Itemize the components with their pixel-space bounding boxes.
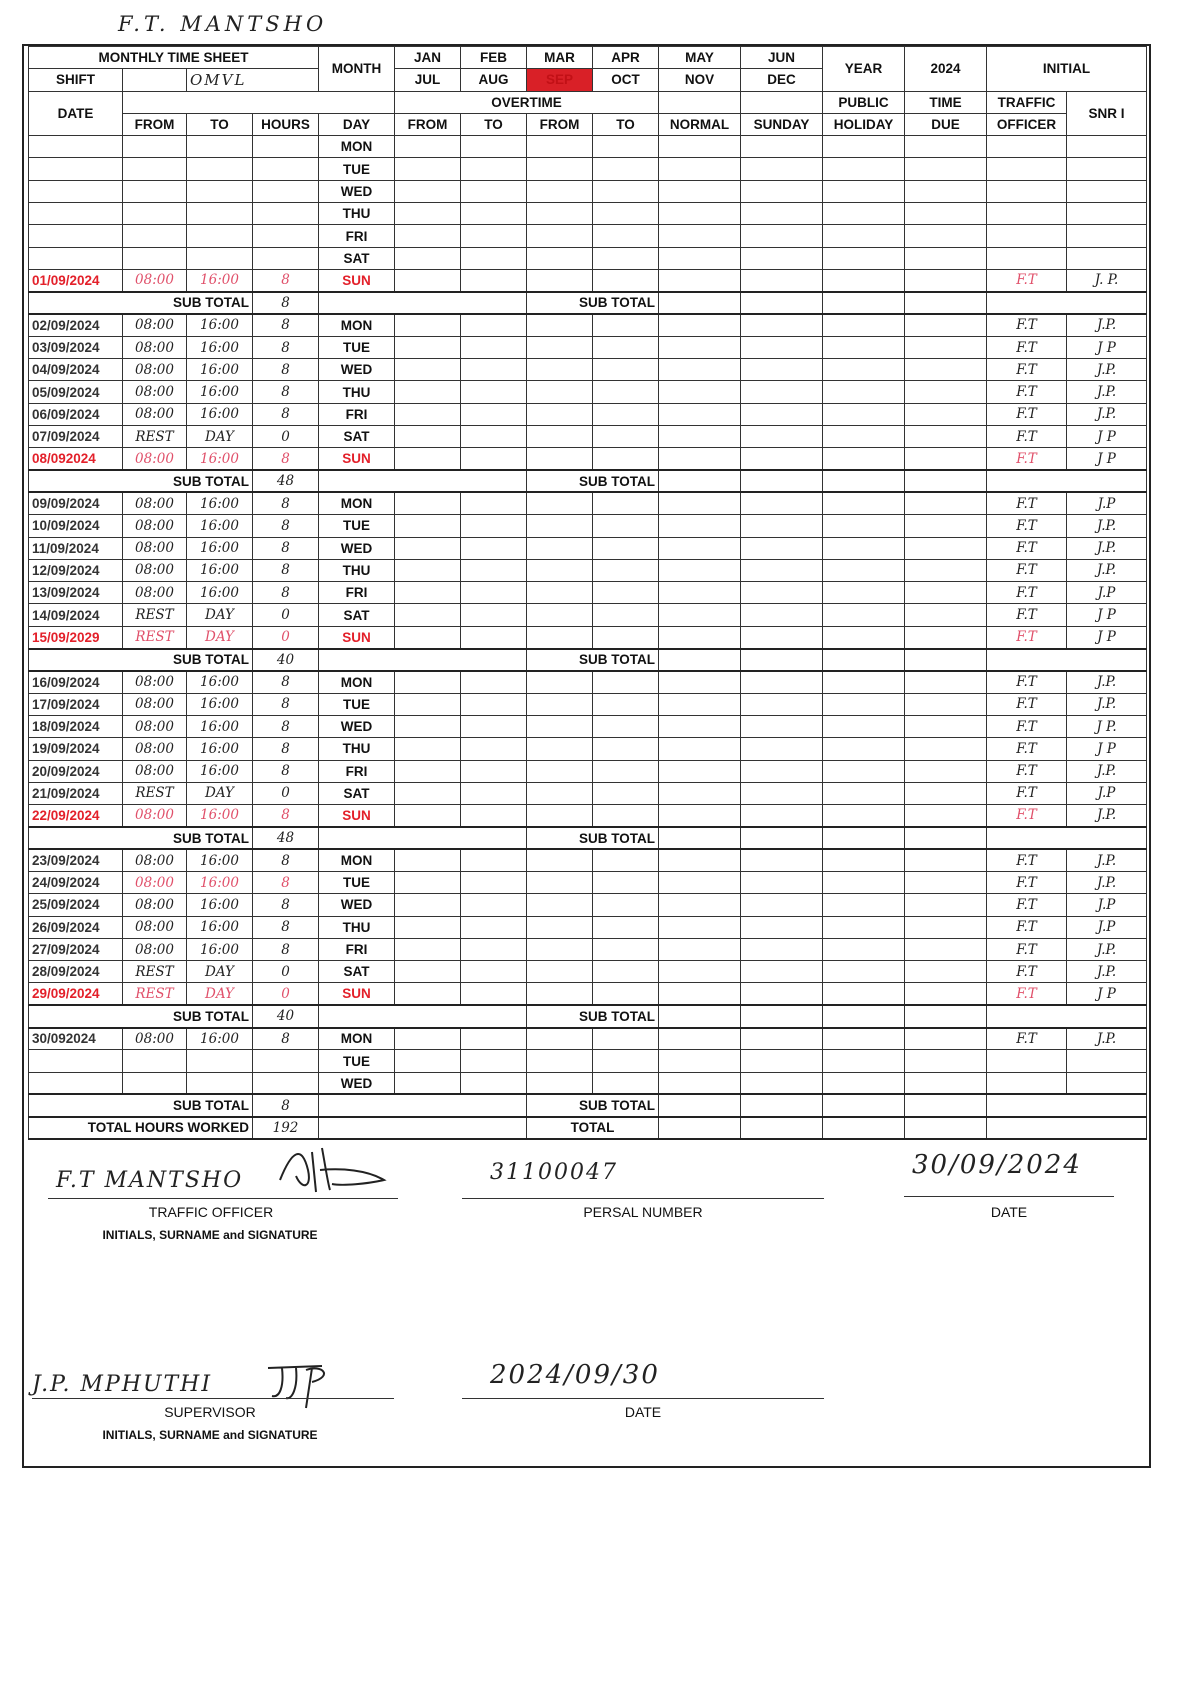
to-cell: DAY bbox=[187, 782, 253, 804]
date-cell: 29/09/2024 bbox=[29, 983, 123, 1005]
from-cell: 08:00 bbox=[123, 403, 187, 425]
from-cell: 08:00 bbox=[123, 381, 187, 403]
date-cell: 05/09/2024 bbox=[29, 381, 123, 403]
to-cell: 16:00 bbox=[187, 671, 253, 693]
public-header: PUBLIC bbox=[823, 91, 905, 113]
subtotal-hours: 48 bbox=[253, 827, 319, 849]
hours-cell: 8 bbox=[253, 738, 319, 760]
hours-cell: 8 bbox=[253, 582, 319, 604]
initial-label: INITIAL bbox=[987, 47, 1147, 92]
month-feb: FEB bbox=[461, 47, 527, 69]
hours-cell: 8 bbox=[253, 849, 319, 871]
date-cell: 02/09/2024 bbox=[29, 314, 123, 336]
normal-header: NORMAL bbox=[659, 113, 741, 135]
day-cell: MON bbox=[319, 849, 395, 871]
day-cell: FRI bbox=[319, 938, 395, 960]
date-cell: 06/09/2024 bbox=[29, 403, 123, 425]
date-cell: 20/09/2024 bbox=[29, 760, 123, 782]
from-cell: 08:00 bbox=[123, 336, 187, 358]
day-cell: FRI bbox=[319, 760, 395, 782]
snr-initial: J.P. bbox=[1067, 961, 1147, 983]
snr-initial: J.P. bbox=[1067, 359, 1147, 381]
traffic-officer-initial: F.T bbox=[987, 693, 1067, 715]
hours-cell: 8 bbox=[253, 359, 319, 381]
hours-cell: 8 bbox=[253, 693, 319, 715]
day-cell: SAT bbox=[319, 247, 395, 269]
traffic-officer-initial: F.T bbox=[987, 760, 1067, 782]
month-apr: APR bbox=[593, 47, 659, 69]
day-cell: THU bbox=[319, 916, 395, 938]
snr-initial: J P bbox=[1067, 448, 1147, 470]
hours-cell: 8 bbox=[253, 403, 319, 425]
hours-cell: 8 bbox=[253, 314, 319, 336]
from-cell: 08:00 bbox=[123, 515, 187, 537]
to-cell: 16:00 bbox=[187, 582, 253, 604]
traffic-officer-initial: F.T bbox=[987, 871, 1067, 893]
total-hours-label: TOTAL HOURS WORKED bbox=[29, 1117, 253, 1139]
day-cell: WED bbox=[319, 359, 395, 381]
subtotal-label: SUB TOTAL bbox=[29, 1005, 253, 1027]
traffic-officer-initial: F.T bbox=[987, 983, 1067, 1005]
from-cell: REST bbox=[123, 626, 187, 648]
day-cell: TUE bbox=[319, 1050, 395, 1072]
traffic-officer-initial: F.T bbox=[987, 582, 1067, 604]
date-cell: 07/09/2024 bbox=[29, 426, 123, 448]
month-nov: NOV bbox=[659, 69, 741, 91]
hours-cell: 8 bbox=[253, 1028, 319, 1050]
from-cell: 08:00 bbox=[123, 760, 187, 782]
day-cell: FRI bbox=[319, 582, 395, 604]
to-header: TO bbox=[187, 113, 253, 135]
day-cell: SAT bbox=[319, 604, 395, 626]
supervisor-role-label: SUPERVISOR bbox=[164, 1404, 256, 1420]
date-cell: 19/09/2024 bbox=[29, 738, 123, 760]
date-cell: 03/09/2024 bbox=[29, 336, 123, 358]
traffic-officer-initial: F.T bbox=[987, 537, 1067, 559]
snr-initial: J P bbox=[1067, 983, 1147, 1005]
hours-cell: 0 bbox=[253, 983, 319, 1005]
snr-initial: J P bbox=[1067, 738, 1147, 760]
to-cell: DAY bbox=[187, 961, 253, 983]
snr-initial: J.P. bbox=[1067, 381, 1147, 403]
overtime-header: OVERTIME bbox=[395, 91, 659, 113]
snr-initial: J.P. bbox=[1067, 1028, 1147, 1050]
hours-cell: 0 bbox=[253, 626, 319, 648]
date-cell: 09/09/2024 bbox=[29, 492, 123, 514]
from-cell: 08:00 bbox=[123, 849, 187, 871]
date-cell: 28/09/2024 bbox=[29, 961, 123, 983]
month-dec: DEC bbox=[741, 69, 823, 91]
from-cell: 08:00 bbox=[123, 582, 187, 604]
from-cell: 08:00 bbox=[123, 715, 187, 737]
day-header: DAY bbox=[319, 113, 395, 135]
officer-caption: INITIALS, SURNAME and SIGNATURE bbox=[102, 1228, 318, 1242]
hours-cell: 8 bbox=[253, 381, 319, 403]
date-cell: 13/09/2024 bbox=[29, 582, 123, 604]
ot-from2-header: FROM bbox=[527, 113, 593, 135]
snr-initial: J. P. bbox=[1067, 269, 1147, 291]
subtotal-label: SUB TOTAL bbox=[29, 292, 253, 314]
from-cell: 08:00 bbox=[123, 938, 187, 960]
hours-cell: 8 bbox=[253, 938, 319, 960]
hours-cell: 8 bbox=[253, 916, 319, 938]
to-cell: 16:00 bbox=[187, 336, 253, 358]
day-cell: SUN bbox=[319, 983, 395, 1005]
from-cell: REST bbox=[123, 782, 187, 804]
sheet-frame bbox=[22, 44, 1151, 1468]
snr-initial: J.P bbox=[1067, 894, 1147, 916]
hours-cell: 8 bbox=[253, 805, 319, 827]
ot-to-header: TO bbox=[461, 113, 527, 135]
to-cell: 16:00 bbox=[187, 938, 253, 960]
day-cell: SUN bbox=[319, 805, 395, 827]
shift-value: OMVL bbox=[187, 69, 319, 91]
from-cell: REST bbox=[123, 961, 187, 983]
snr-initial: J P bbox=[1067, 626, 1147, 648]
day-cell: SAT bbox=[319, 782, 395, 804]
from-cell: 08:00 bbox=[123, 1028, 187, 1050]
day-cell: WED bbox=[319, 715, 395, 737]
month-oct: OCT bbox=[593, 69, 659, 91]
month-sep-selected: SEP bbox=[527, 69, 593, 91]
date-cell: 24/09/2024 bbox=[29, 871, 123, 893]
persal-number-handwritten: 31100047 bbox=[490, 1160, 618, 1185]
day-cell: TUE bbox=[319, 515, 395, 537]
to-cell: 16:00 bbox=[187, 871, 253, 893]
snr-initial: J.P. bbox=[1067, 559, 1147, 581]
snr-initial: J.P bbox=[1067, 582, 1147, 604]
snr-initial: J.P. bbox=[1067, 515, 1147, 537]
overtime-subtotal-label: SUB TOTAL bbox=[527, 292, 659, 314]
supervisor-date-handwritten: 2024/09/30 bbox=[490, 1360, 660, 1390]
traffic-officer-initial: F.T bbox=[987, 492, 1067, 514]
to-cell: 16:00 bbox=[187, 492, 253, 514]
traffic-officer-initial: F.T bbox=[987, 448, 1067, 470]
holiday-header: HOLIDAY bbox=[823, 113, 905, 135]
snr-initial: J.P. bbox=[1067, 805, 1147, 827]
year-value: 2024 bbox=[905, 47, 987, 92]
hours-cell: 8 bbox=[253, 336, 319, 358]
hours-cell: 8 bbox=[253, 269, 319, 291]
traffic-officer-initial: F.T bbox=[987, 559, 1067, 581]
to-cell: 16:00 bbox=[187, 916, 253, 938]
hours-cell: 8 bbox=[253, 492, 319, 514]
to-cell: DAY bbox=[187, 604, 253, 626]
traffic-officer-initial: F.T bbox=[987, 782, 1067, 804]
date-cell: 11/09/2024 bbox=[29, 537, 123, 559]
sunday-header: SUNDAY bbox=[741, 113, 823, 135]
from-cell: 08:00 bbox=[123, 537, 187, 559]
snr-initial: J P bbox=[1067, 604, 1147, 626]
to-cell: 16:00 bbox=[187, 849, 253, 871]
day-cell: MON bbox=[319, 136, 395, 158]
overtime-total-label: TOTAL bbox=[527, 1117, 659, 1139]
officer-signature bbox=[272, 1140, 402, 1200]
hours-cell: 0 bbox=[253, 782, 319, 804]
from-cell: 08:00 bbox=[123, 693, 187, 715]
to-cell: 16:00 bbox=[187, 715, 253, 737]
snr-initial: J.P. bbox=[1067, 849, 1147, 871]
from-cell: REST bbox=[123, 604, 187, 626]
traffic-officer-initial: F.T bbox=[987, 269, 1067, 291]
to-cell: 16:00 bbox=[187, 1028, 253, 1050]
day-cell: THU bbox=[319, 203, 395, 225]
date-cell: 30/092024 bbox=[29, 1028, 123, 1050]
snr-header: SNR I bbox=[1067, 91, 1147, 136]
day-cell: THU bbox=[319, 381, 395, 403]
officer-date-handwritten: 30/09/2024 bbox=[912, 1150, 1082, 1180]
overtime-subtotal-label: SUB TOTAL bbox=[527, 649, 659, 671]
snr-initial: J.P. bbox=[1067, 537, 1147, 559]
traffic-header: TRAFFIC bbox=[987, 91, 1067, 113]
subtotal-hours: 8 bbox=[253, 292, 319, 314]
to-cell: 16:00 bbox=[187, 403, 253, 425]
snr-initial: J P bbox=[1067, 426, 1147, 448]
employee-name-handwritten: F.T. MANTSHO bbox=[118, 12, 328, 36]
snr-initial: J.P. bbox=[1067, 314, 1147, 336]
from-header: FROM bbox=[123, 113, 187, 135]
snr-initial: J.P. bbox=[1067, 693, 1147, 715]
date-cell: 14/09/2024 bbox=[29, 604, 123, 626]
ot-to2-header: TO bbox=[593, 113, 659, 135]
subtotal-label: SUB TOTAL bbox=[29, 470, 253, 492]
day-cell: THU bbox=[319, 738, 395, 760]
snr-initial: J P. bbox=[1067, 715, 1147, 737]
from-cell: 08:00 bbox=[123, 916, 187, 938]
date-cell: 15/09/2029 bbox=[29, 626, 123, 648]
snr-initial: J.P. bbox=[1067, 671, 1147, 693]
snr-initial: J.P. bbox=[1067, 871, 1147, 893]
month-jul: JUL bbox=[395, 69, 461, 91]
day-cell: WED bbox=[319, 180, 395, 202]
traffic-officer-initial: F.T bbox=[987, 604, 1067, 626]
hours-cell: 0 bbox=[253, 604, 319, 626]
date-cell: 16/09/2024 bbox=[29, 671, 123, 693]
hours-cell: 8 bbox=[253, 537, 319, 559]
from-cell: 08:00 bbox=[123, 738, 187, 760]
from-cell: 08:00 bbox=[123, 559, 187, 581]
month-aug: AUG bbox=[461, 69, 527, 91]
subtotal-label: SUB TOTAL bbox=[29, 827, 253, 849]
traffic-officer-initial: F.T bbox=[987, 336, 1067, 358]
subtotal-hours: 48 bbox=[253, 470, 319, 492]
traffic-officer-initial: F.T bbox=[987, 381, 1067, 403]
subtotal-hours: 8 bbox=[253, 1094, 319, 1116]
persal-number-label: PERSAL NUMBER bbox=[583, 1204, 703, 1220]
officer-name-handwritten: F.T MANTSHO bbox=[56, 1168, 244, 1193]
month-mar: MAR bbox=[527, 47, 593, 69]
day-cell: TUE bbox=[319, 693, 395, 715]
date-cell: 18/09/2024 bbox=[29, 715, 123, 737]
shift-label: SHIFT bbox=[29, 69, 123, 91]
to-cell: 16:00 bbox=[187, 537, 253, 559]
hours-cell: 8 bbox=[253, 559, 319, 581]
from-cell: REST bbox=[123, 983, 187, 1005]
to-cell: 16:00 bbox=[187, 359, 253, 381]
traffic-officer-initial: F.T bbox=[987, 1028, 1067, 1050]
traffic-officer-initial: F.T bbox=[987, 916, 1067, 938]
from-cell: 08:00 bbox=[123, 359, 187, 381]
snr-initial: J.P bbox=[1067, 782, 1147, 804]
supervisor-date-label: DATE bbox=[624, 1404, 662, 1420]
month-may: MAY bbox=[659, 47, 741, 69]
date-cell: 10/09/2024 bbox=[29, 515, 123, 537]
snr-initial: J.P. bbox=[1067, 938, 1147, 960]
to-cell: 16:00 bbox=[187, 693, 253, 715]
supervisor-name-handwritten: J.P. MPHUTHI bbox=[32, 1372, 213, 1397]
to-cell: 16:00 bbox=[187, 314, 253, 336]
traffic-officer-initial: F.T bbox=[987, 715, 1067, 737]
traffic-officer-initial: F.T bbox=[987, 849, 1067, 871]
date-col-header: DATE bbox=[29, 91, 123, 136]
month-label: MONTH bbox=[319, 47, 395, 92]
to-cell: 16:00 bbox=[187, 269, 253, 291]
day-cell: SUN bbox=[319, 269, 395, 291]
from-cell: 08:00 bbox=[123, 894, 187, 916]
day-cell: SAT bbox=[319, 961, 395, 983]
date-cell: 12/09/2024 bbox=[29, 559, 123, 581]
snr-initial: J P bbox=[1067, 336, 1147, 358]
subtotal-label: SUB TOTAL bbox=[29, 1094, 253, 1116]
to-cell: 16:00 bbox=[187, 381, 253, 403]
from-cell: 08:00 bbox=[123, 671, 187, 693]
officer-role-label: TRAFFIC OFFICER bbox=[148, 1204, 274, 1220]
supervisor-caption: INITIALS, SURNAME and SIGNATURE bbox=[102, 1428, 318, 1442]
to-cell: 16:00 bbox=[187, 738, 253, 760]
to-cell: 16:00 bbox=[187, 894, 253, 916]
day-cell: MON bbox=[319, 1028, 395, 1050]
date-cell: 08/092024 bbox=[29, 448, 123, 470]
to-cell: 16:00 bbox=[187, 448, 253, 470]
hours-header: HOURS bbox=[253, 113, 319, 135]
day-cell: WED bbox=[319, 1072, 395, 1094]
day-cell: SUN bbox=[319, 626, 395, 648]
traffic-officer-initial: F.T bbox=[987, 403, 1067, 425]
hours-cell: 8 bbox=[253, 715, 319, 737]
overtime-subtotal-label: SUB TOTAL bbox=[527, 827, 659, 849]
from-cell: 08:00 bbox=[123, 805, 187, 827]
from-cell: 08:00 bbox=[123, 871, 187, 893]
snr-initial: J.P bbox=[1067, 492, 1147, 514]
hours-cell: 8 bbox=[253, 515, 319, 537]
to-cell: DAY bbox=[187, 983, 253, 1005]
date-cell: 27/09/2024 bbox=[29, 938, 123, 960]
subtotal-hours: 40 bbox=[253, 1005, 319, 1027]
hours-cell: 0 bbox=[253, 961, 319, 983]
time-header: TIME bbox=[905, 91, 987, 113]
date-cell: 01/09/2024 bbox=[29, 269, 123, 291]
traffic-officer-initial: F.T bbox=[987, 738, 1067, 760]
overtime-subtotal-label: SUB TOTAL bbox=[527, 1094, 659, 1116]
hours-cell: 8 bbox=[253, 894, 319, 916]
officer-header: OFFICER bbox=[987, 113, 1067, 135]
snr-initial: J.P bbox=[1067, 916, 1147, 938]
to-cell: DAY bbox=[187, 626, 253, 648]
date-cell: 25/09/2024 bbox=[29, 894, 123, 916]
overtime-subtotal-label: SUB TOTAL bbox=[527, 470, 659, 492]
day-cell: MON bbox=[319, 671, 395, 693]
traffic-officer-initial: F.T bbox=[987, 314, 1067, 336]
date-cell: 21/09/2024 bbox=[29, 782, 123, 804]
traffic-officer-initial: F.T bbox=[987, 359, 1067, 381]
day-cell: FRI bbox=[319, 403, 395, 425]
hours-cell: 8 bbox=[253, 448, 319, 470]
traffic-officer-initial: F.T bbox=[987, 894, 1067, 916]
date-cell: 17/09/2024 bbox=[29, 693, 123, 715]
date-cell: 26/09/2024 bbox=[29, 916, 123, 938]
traffic-officer-initial: F.T bbox=[987, 426, 1067, 448]
day-cell: FRI bbox=[319, 225, 395, 247]
day-cell: MON bbox=[319, 492, 395, 514]
to-cell: 16:00 bbox=[187, 515, 253, 537]
day-cell: THU bbox=[319, 559, 395, 581]
day-cell: WED bbox=[319, 537, 395, 559]
day-cell: SAT bbox=[319, 426, 395, 448]
subtotal-hours: 40 bbox=[253, 649, 319, 671]
to-cell: 16:00 bbox=[187, 805, 253, 827]
due-header: DUE bbox=[905, 113, 987, 135]
from-cell: 08:00 bbox=[123, 314, 187, 336]
traffic-officer-initial: F.T bbox=[987, 515, 1067, 537]
month-jun: JUN bbox=[741, 47, 823, 69]
snr-initial: J.P. bbox=[1067, 403, 1147, 425]
traffic-officer-initial: F.T bbox=[987, 671, 1067, 693]
day-cell: TUE bbox=[319, 336, 395, 358]
to-cell: 16:00 bbox=[187, 760, 253, 782]
total-hours-value: 192 bbox=[253, 1117, 319, 1139]
hours-cell: 8 bbox=[253, 871, 319, 893]
hours-cell: 8 bbox=[253, 760, 319, 782]
hours-cell: 0 bbox=[253, 426, 319, 448]
day-cell: TUE bbox=[319, 158, 395, 180]
snr-initial: J.P. bbox=[1067, 760, 1147, 782]
subtotal-label: SUB TOTAL bbox=[29, 649, 253, 671]
day-cell: SUN bbox=[319, 448, 395, 470]
year-label: YEAR bbox=[823, 47, 905, 92]
traffic-officer-initial: F.T bbox=[987, 626, 1067, 648]
from-cell: 08:00 bbox=[123, 492, 187, 514]
traffic-officer-initial: F.T bbox=[987, 805, 1067, 827]
traffic-officer-initial: F.T bbox=[987, 961, 1067, 983]
date-cell: 23/09/2024 bbox=[29, 849, 123, 871]
traffic-officer-initial: F.T bbox=[987, 938, 1067, 960]
hours-cell: 8 bbox=[253, 671, 319, 693]
to-cell: DAY bbox=[187, 426, 253, 448]
month-jan: JAN bbox=[395, 47, 461, 69]
date-cell: 04/09/2024 bbox=[29, 359, 123, 381]
day-cell: WED bbox=[319, 894, 395, 916]
from-cell: 08:00 bbox=[123, 269, 187, 291]
day-cell: TUE bbox=[319, 871, 395, 893]
from-cell: 08:00 bbox=[123, 448, 187, 470]
to-cell: 16:00 bbox=[187, 559, 253, 581]
day-cell: MON bbox=[319, 314, 395, 336]
ot-from-header: FROM bbox=[395, 113, 461, 135]
date-cell: 22/09/2024 bbox=[29, 805, 123, 827]
overtime-subtotal-label: SUB TOTAL bbox=[527, 1005, 659, 1027]
form-title: MONTHLY TIME SHEET bbox=[29, 47, 319, 69]
officer-date-label: DATE bbox=[990, 1204, 1028, 1220]
from-cell: REST bbox=[123, 426, 187, 448]
